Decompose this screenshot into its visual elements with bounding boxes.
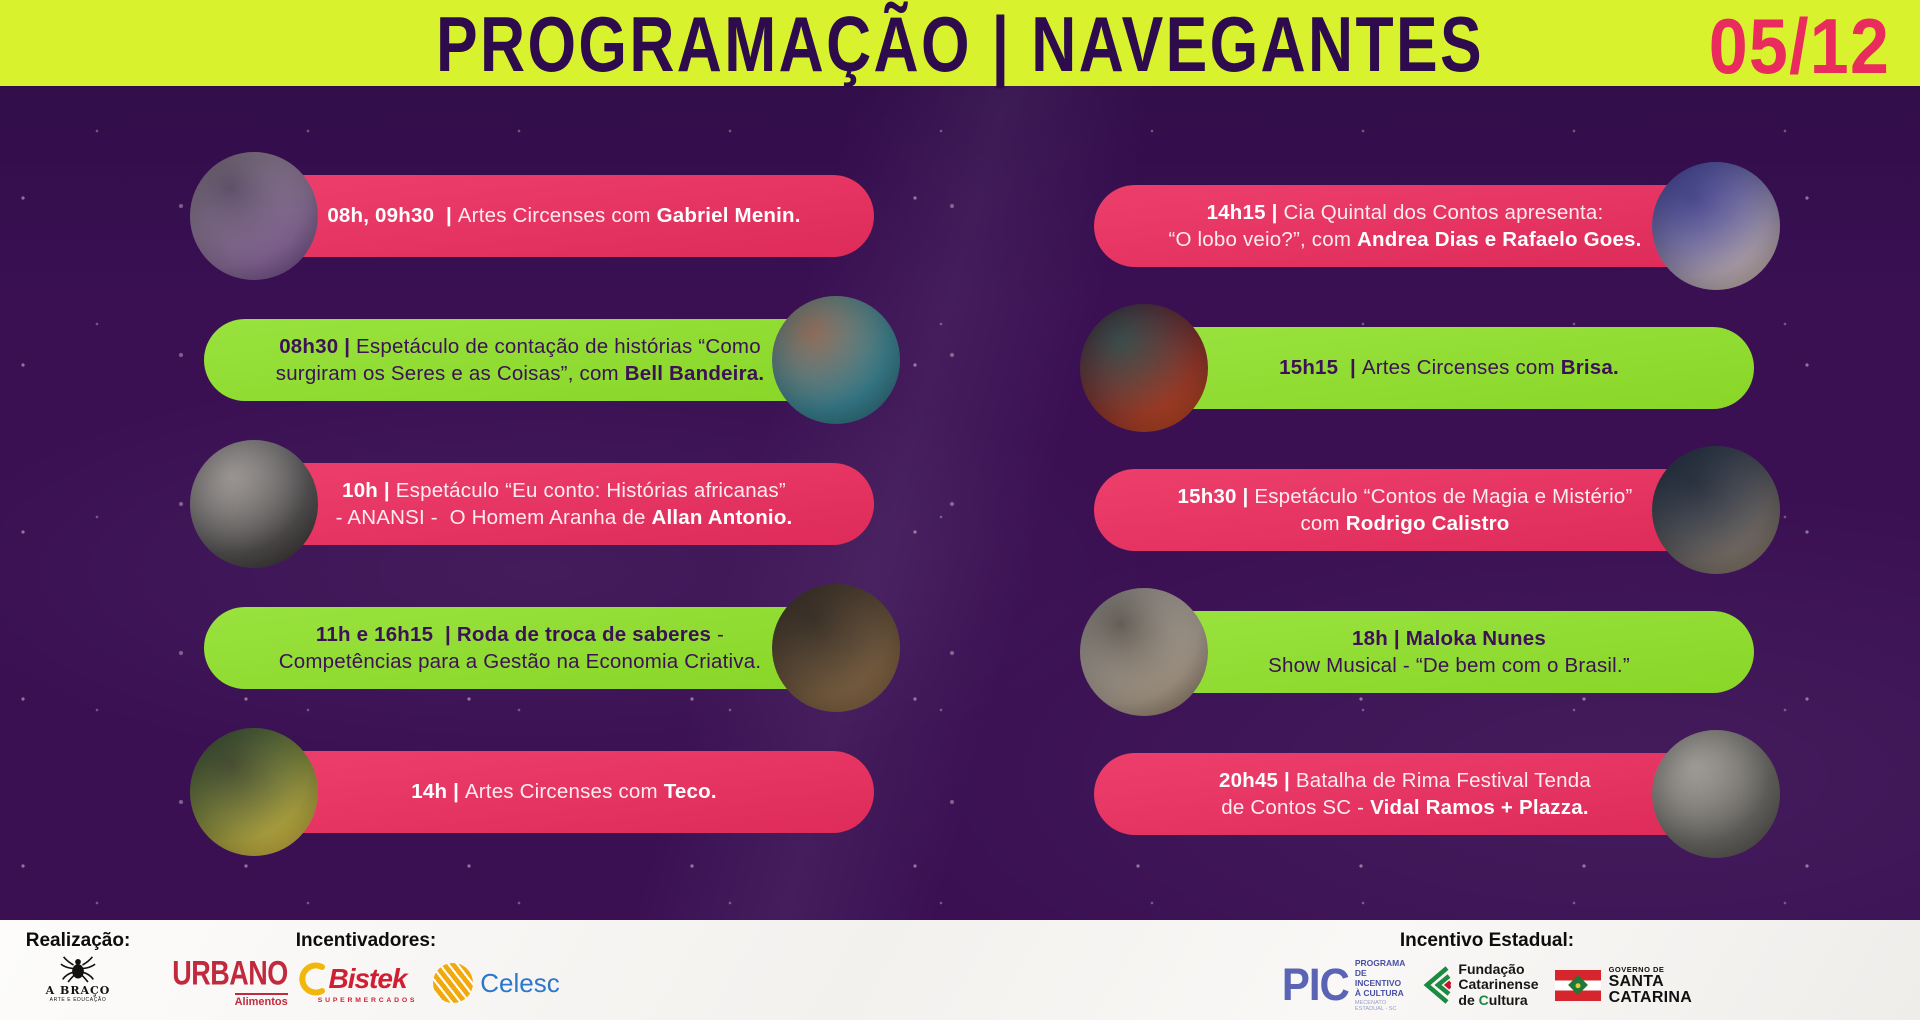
- govsc-line: CATARINA: [1608, 988, 1693, 1006]
- event-text-line: [411, 778, 717, 806]
- event-pill-roda-de-troca-de-saberes: [204, 607, 836, 689]
- celesc-wordmark: Celesc: [480, 967, 560, 998]
- event-text-segment: de Contos SC -: [1221, 796, 1371, 819]
- pic-logo: [1282, 958, 1406, 1012]
- event-text-line: [327, 202, 800, 230]
- fcc-text: [1458, 962, 1538, 1009]
- event-text-segment: Artes Circenses com: [464, 780, 664, 804]
- celesc-logo: [433, 963, 559, 1003]
- schedule-column-left: [190, 152, 900, 856]
- event-text-segment: 08h30 |: [279, 334, 357, 358]
- fcc-line: Catarinense: [1458, 976, 1539, 993]
- incentivo-estadual-group: [1281, 930, 1693, 1012]
- photo-artes-circenses-brisa: [1080, 304, 1208, 432]
- abraco-name: A BRAÇO: [45, 984, 111, 997]
- realizacao-group: [22, 930, 134, 1003]
- event-text-segment: Competências para a Gestão na Economia Criativa.: [278, 650, 762, 673]
- pic-line: PROGRAMA: [1354, 958, 1406, 968]
- pic-line: DE INCENTIVO: [1354, 968, 1402, 988]
- schedule-column-right: [1080, 162, 1780, 858]
- event-text-line: [1279, 354, 1619, 382]
- photo-artes-circenses-gabriel-menin: [190, 152, 318, 280]
- event-row-contos-de-magia-e-misterio: [1080, 446, 1780, 574]
- event-text-segment: 18h | Maloka Nunes: [1352, 626, 1546, 650]
- event-date: 05/12: [1708, 1, 1890, 90]
- incentivadores-logo-row: [172, 953, 560, 1008]
- event-text-line: [336, 504, 793, 532]
- event-text-line: [1221, 794, 1588, 822]
- event-row-artes-circenses-brisa: [1080, 304, 1780, 432]
- bistek-swoosh-icon: [298, 962, 325, 996]
- incentivadores-group: [172, 930, 560, 1008]
- flag-diamond: [1568, 975, 1588, 995]
- event-text-segment: Show Musical - “De bem com o Brasil.”: [1268, 654, 1630, 677]
- govsc-top-line: GOVERNO DE: [1608, 965, 1665, 974]
- event-text-segment: 14h15 |: [1206, 200, 1284, 224]
- event-text-line: [1168, 226, 1641, 254]
- pic-line: À CULTURA: [1354, 988, 1404, 998]
- event-pill-batalha-de-rima: [1094, 753, 1716, 835]
- event-row-contacao-bell-bandeira: [190, 296, 900, 424]
- urbano-logo: [172, 953, 288, 1008]
- header-banner: [0, 0, 1920, 90]
- fcc-line-part: de: [1458, 991, 1479, 1008]
- urbano-wordmark: URBANO: [172, 953, 288, 993]
- photo-eu-conto-allan-antonio: [190, 440, 318, 568]
- fcc-chevrons-icon: [1421, 965, 1451, 1005]
- photo-contos-de-magia-e-misterio: [1652, 446, 1780, 574]
- event-text-segment: Artes Circenses com: [1361, 356, 1561, 380]
- event-text-segment: 15h15 |: [1279, 356, 1362, 380]
- pic-wordmark: PIC: [1281, 959, 1349, 1010]
- event-text-segment: Espetáculo “Contos de Magia e Mistério”: [1254, 484, 1633, 508]
- govsc-text: [1609, 965, 1693, 1005]
- urbano-subtitle: Alimentos: [235, 993, 288, 1008]
- fcc-line-part: ultura: [1488, 991, 1528, 1008]
- event-text-line: [279, 648, 761, 676]
- event-text-segment: 08h, 09h30 |: [327, 204, 458, 228]
- realizacao-label: Realização:: [25, 930, 131, 951]
- event-text-segment: 15h30 |: [1177, 484, 1255, 508]
- event-text-segment: 20h45 |: [1219, 768, 1296, 792]
- photo-show-musical-maloka-nunes: [1080, 588, 1208, 716]
- fcc-line: [1458, 993, 1527, 1009]
- event-text-segment: “O lobo veio?”, com: [1168, 228, 1358, 251]
- event-text-line: [1178, 483, 1633, 511]
- event-text-segment: Artes Circenses com: [457, 204, 657, 228]
- governo-santa-catarina-logo: [1555, 965, 1693, 1005]
- footer-sponsor-bar: [0, 920, 1920, 1020]
- celesc-globe-icon: [433, 963, 473, 1003]
- event-text-segment: 14h |: [411, 780, 465, 804]
- event-text-segment: -: [711, 622, 725, 646]
- event-text-segment: Brisa.: [1560, 356, 1619, 380]
- photo-roda-de-troca-de-saberes: [772, 584, 900, 712]
- event-text-segment: 11h e 16h15 | Roda de troca de saberes: [315, 622, 712, 646]
- event-pill-show-musical-maloka-nunes: [1144, 611, 1754, 693]
- santa-catarina-flag-icon: [1555, 970, 1601, 1001]
- pic-text: [1355, 958, 1406, 1012]
- abraco-logo: [46, 956, 111, 1003]
- event-text-segment: Andrea Dias e Rafaelo Goes.: [1357, 228, 1642, 251]
- photo-cia-quintal-dos-contos: [1652, 162, 1780, 290]
- event-text-segment: Cia Quintal dos Contos apresenta:: [1283, 200, 1604, 224]
- event-text-line: [342, 477, 786, 505]
- event-text-line: [316, 621, 724, 649]
- event-row-batalha-de-rima: [1080, 730, 1780, 858]
- event-text-segment: Gabriel Menin.: [656, 204, 801, 228]
- event-text-line: [279, 333, 761, 361]
- event-row-artes-circenses-gabriel-menin: [190, 152, 900, 280]
- bistek-logo: [304, 963, 417, 1004]
- event-text-segment: Bell Bandeira.: [624, 362, 765, 385]
- event-pill-artes-circenses-brisa: [1144, 327, 1754, 409]
- fcc-line: Fundação: [1458, 960, 1525, 977]
- event-pill-eu-conto-allan-antonio: [254, 463, 874, 545]
- event-pill-contos-de-magia-e-misterio: [1094, 469, 1716, 551]
- event-row-roda-de-troca-de-saberes: [190, 584, 900, 712]
- govsc-line: SANTA: [1608, 973, 1664, 990]
- event-text-line: [1352, 625, 1546, 653]
- photo-contacao-bell-bandeira: [772, 296, 900, 424]
- event-text-segment: surgiram os Seres e as Coisas”, com: [275, 362, 625, 385]
- page-title: PROGRAMAÇÃO | NAVEGANTES: [435, 1, 1485, 89]
- event-text-line: [1268, 652, 1630, 680]
- pic-subtitle: MECENATO ESTADUAL - SC: [1354, 1000, 1397, 1012]
- event-text-segment: Batalha de Rima Festival Tenda: [1295, 768, 1591, 792]
- event-pill-artes-circenses-gabriel-menin: [254, 175, 874, 257]
- event-text-line: [1219, 767, 1591, 795]
- bistek-subtitle: SUPERMERCADOS: [317, 996, 418, 1004]
- event-text-line: [1300, 510, 1509, 538]
- event-text-segment: Allan Antonio.: [651, 506, 793, 529]
- event-text-segment: com: [1300, 512, 1346, 535]
- event-row-eu-conto-allan-antonio: [190, 440, 900, 568]
- event-text-segment: 10h |: [342, 478, 396, 502]
- event-pill-cia-quintal-dos-contos: [1094, 185, 1716, 267]
- photo-batalha-de-rima: [1652, 730, 1780, 858]
- fundacao-catarinense-cultura-logo: [1421, 962, 1538, 1009]
- event-row-show-musical-maloka-nunes: [1080, 588, 1780, 716]
- abraco-subtitle: ARTE E EDUCAÇÃO: [49, 997, 107, 1003]
- event-pill-contacao-bell-bandeira: [204, 319, 836, 401]
- event-text-line: [1207, 199, 1604, 227]
- fcc-line-part-green: C: [1478, 991, 1489, 1008]
- event-text-segment: Espetáculo de contação de histórias “Como: [356, 334, 761, 358]
- bistek-wordmark: Bistek: [328, 962, 407, 994]
- incentivo-estadual-logo-row: [1282, 958, 1692, 1012]
- photo-artes-circenses-teco: [190, 728, 318, 856]
- event-row-artes-circenses-teco: [190, 728, 900, 856]
- event-text-segment: Vidal Ramos + Plazza.: [1370, 796, 1589, 819]
- event-row-cia-quintal-dos-contos: [1080, 162, 1780, 290]
- spider-icon: [60, 956, 96, 983]
- event-text-segment: - ANANSI - O Homem Aranha de: [335, 506, 652, 529]
- event-text-segment: Espetáculo “Eu conto: Histórias africanas”: [395, 478, 786, 502]
- event-pill-artes-circenses-teco: [254, 751, 874, 833]
- event-text-segment: Teco.: [663, 780, 717, 804]
- incentivo-estadual-label: Incentivo Estadual:: [1399, 930, 1575, 951]
- event-text-segment: Rodrigo Calistro: [1345, 512, 1510, 535]
- incentivadores-label: Incentivadores:: [295, 930, 437, 951]
- event-text-line: [276, 360, 765, 388]
